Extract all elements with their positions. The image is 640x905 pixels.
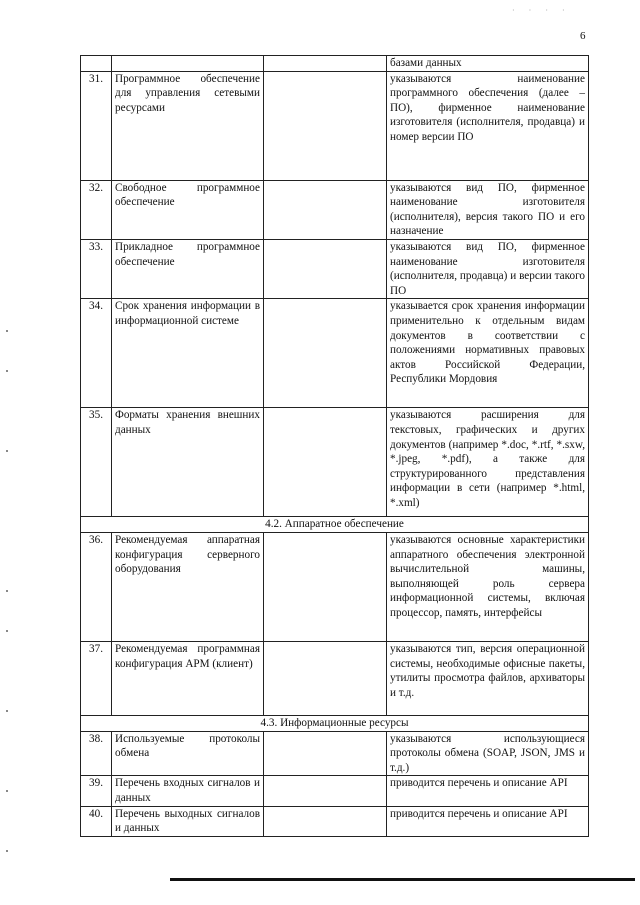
value-cell <box>264 806 387 836</box>
scan-specks-margin <box>6 330 14 890</box>
description-cell: базами данных <box>387 56 589 72</box>
table-row <box>81 776 589 806</box>
table-body <box>81 56 589 837</box>
requirements-table <box>80 55 589 837</box>
parameter-name <box>112 56 264 72</box>
row-number: 36. <box>81 532 112 641</box>
table-row <box>81 56 589 72</box>
parameter-name: Программное обеспечение для управления сетевыми ресурсами <box>112 71 264 180</box>
parameter-name: Свободное программное обеспечение <box>112 180 264 239</box>
table-row <box>81 180 589 239</box>
description-cell: указываются вид ПО, фирменное наименование изготовителя (исполнителя), версия такого ПО и его назначение <box>387 180 589 239</box>
parameter-name: Прикладное программное обеспечение <box>112 239 264 298</box>
description-cell: указываются наименование программного обеспечения (далее – ПО), фирменное наименование изготовителя (исполнителя, продавца) и номер версии ПО <box>387 71 589 180</box>
section-title: 4.2. Аппаратное обеспечение <box>81 517 589 533</box>
row-number: 40. <box>81 806 112 836</box>
table-row <box>81 731 589 776</box>
parameter-name: Рекомендуемая программная конфигурация АРМ (клиент) <box>112 641 264 715</box>
table-row <box>81 408 589 517</box>
description-cell: указываются вид ПО, фирменное наименование изготовителя (исполнителя, продавца) и версии такого ПО <box>387 239 589 298</box>
value-cell <box>264 299 387 408</box>
value-cell <box>264 641 387 715</box>
table-row <box>81 806 589 836</box>
value-cell <box>264 180 387 239</box>
value-cell <box>264 532 387 641</box>
row-number: 37. <box>81 641 112 715</box>
parameter-name: Используемые протоколы обмена <box>112 731 264 776</box>
description-cell: указываются основные характеристики аппаратного обеспечения электронной вычислительной машины, выполняющей роль сервера информационной системы, включая процессор, память, интерфейсы <box>387 532 589 641</box>
value-cell <box>264 56 387 72</box>
table-row <box>81 71 589 180</box>
row-number: 33. <box>81 239 112 298</box>
description-cell: приводится перечень и описание API <box>387 776 589 806</box>
table-row <box>81 641 589 715</box>
description-cell: указываются использующиеся протоколы обмена (SOAP, JSON, JMS и т.д.) <box>387 731 589 776</box>
row-number: 31. <box>81 71 112 180</box>
table-row <box>81 299 589 408</box>
parameter-name: Перечень выходных сигналов и данных <box>112 806 264 836</box>
value-cell <box>264 239 387 298</box>
row-number: 34. <box>81 299 112 408</box>
description-cell: указываются тип, версия операционной системы, необходимые офисные пакеты, утилиты просмотра файлов, архиваторы и т.д. <box>387 641 589 715</box>
page-number: 6 <box>580 30 586 42</box>
description-cell: приводится перечень и описание API <box>387 806 589 836</box>
section-header-row <box>81 517 589 533</box>
parameter-name: Перечень входных сигналов и данных <box>112 776 264 806</box>
scan-specks-top: · · · · <box>512 6 571 15</box>
row-number <box>81 56 112 72</box>
value-cell <box>264 776 387 806</box>
table-row <box>81 532 589 641</box>
row-number: 38. <box>81 731 112 776</box>
section-header-row <box>81 715 589 731</box>
value-cell <box>264 408 387 517</box>
parameter-name: Форматы хранения внешних данных <box>112 408 264 517</box>
row-number: 39. <box>81 776 112 806</box>
row-number: 35. <box>81 408 112 517</box>
parameter-name: Срок хранения информации в информационной системе <box>112 299 264 408</box>
parameter-name: Рекомендуемая аппаратная конфигурация серверного оборудования <box>112 532 264 641</box>
section-title: 4.3. Информационные ресурсы <box>81 715 589 731</box>
value-cell <box>264 71 387 180</box>
description-cell: указываются расширения для текстовых, графических и других документов (например *.doc, *.rtf, *.sxw, *.jpeg, *.pdf), а также для структурированного представления информации в сети (например *.html, *.xml) <box>387 408 589 517</box>
value-cell <box>264 731 387 776</box>
table-row <box>81 239 589 298</box>
row-number: 32. <box>81 180 112 239</box>
bottom-rule <box>170 878 635 881</box>
description-cell: указывается срок хранения информации применительно к отдельным видам документов в соответствии с положениями нормативных правовых актов Российской Федерации, Республики Мордовия <box>387 299 589 408</box>
